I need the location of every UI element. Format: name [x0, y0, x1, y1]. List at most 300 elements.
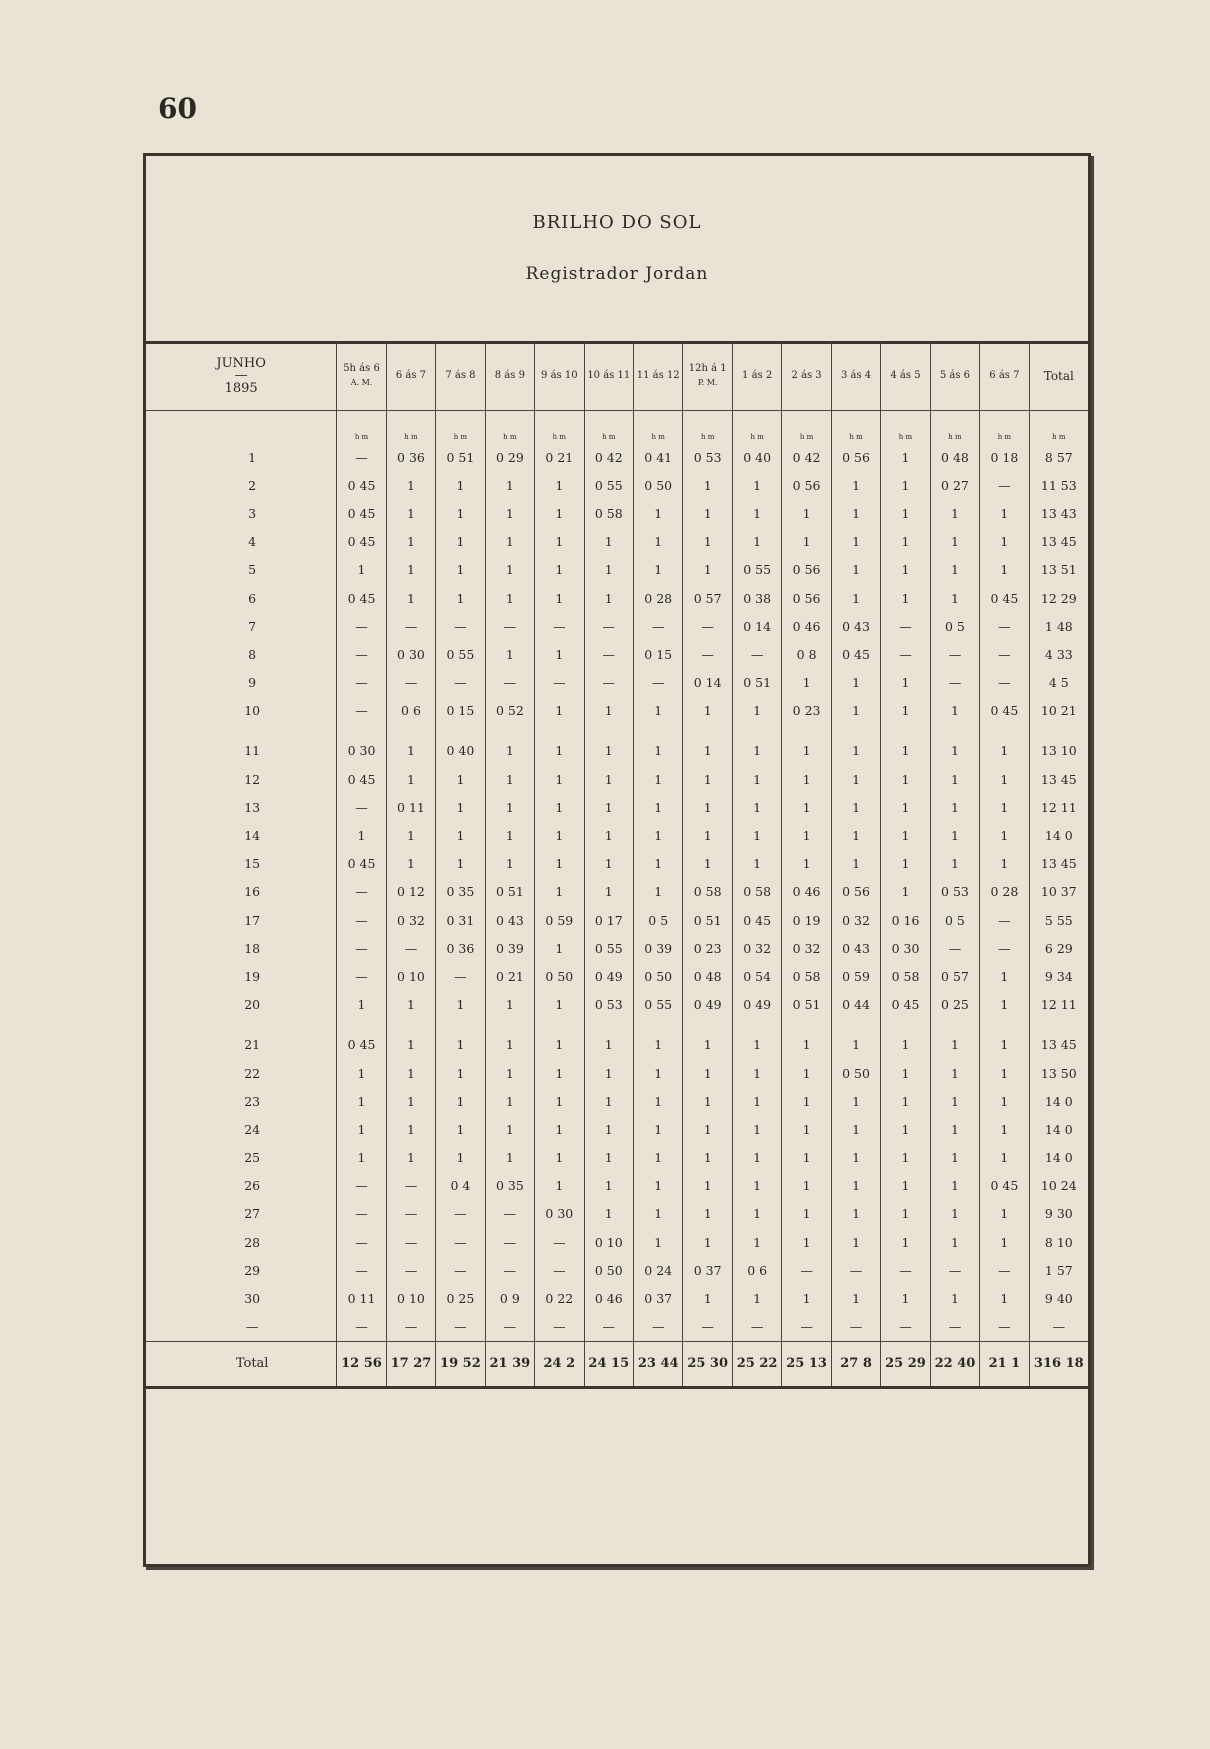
- column-header-label: 1 ás 2: [742, 370, 773, 381]
- row-total-cell: 13 51: [1029, 556, 1088, 584]
- hour-cell: 1: [831, 499, 880, 527]
- hour-cell: 1: [881, 1115, 930, 1143]
- hour-cell: 1: [930, 528, 979, 556]
- hour-cell: —: [930, 669, 979, 697]
- hour-cell: —: [485, 1200, 534, 1228]
- hour-cell: 0 57: [683, 584, 732, 612]
- hour-cell: —: [436, 1313, 485, 1342]
- column-total-cell: 24 15: [584, 1341, 633, 1387]
- hour-cell: —: [634, 612, 683, 640]
- hour-cell: 0 45: [980, 1172, 1029, 1200]
- hour-cell: 0 15: [436, 697, 485, 725]
- hour-cell: —: [535, 1313, 584, 1342]
- hour-cell: 1: [782, 1115, 831, 1143]
- hour-cell: 1: [683, 528, 732, 556]
- hour-cell: 0 45: [337, 1019, 386, 1059]
- total-label: Total: [146, 1341, 337, 1387]
- hour-cell: 1: [683, 765, 732, 793]
- hour-cell: 1: [535, 878, 584, 906]
- hour-cell: —: [930, 1313, 979, 1342]
- hour-cell: 1: [683, 1172, 732, 1200]
- hour-cell: 1: [980, 765, 1029, 793]
- hour-cell: 1: [831, 821, 880, 849]
- hour-cell: 1: [980, 991, 1029, 1019]
- hour-cell: 1: [584, 528, 633, 556]
- hour-cell: 1: [782, 821, 831, 849]
- hour-cell: 1: [881, 556, 930, 584]
- hour-cell: 1: [485, 765, 534, 793]
- hour-cell: 1: [386, 556, 435, 584]
- day-label: 13: [244, 799, 261, 815]
- table-row: [146, 1059, 1088, 1087]
- hour-cell: 1: [485, 640, 534, 668]
- day-label: 8: [248, 646, 257, 662]
- hour-cell: 1: [831, 765, 880, 793]
- hour-cell: 1: [831, 697, 880, 725]
- table-row: [146, 1172, 1088, 1200]
- hour-cell: 1: [930, 725, 979, 765]
- day-label: 10: [244, 703, 261, 719]
- hour-cell: 1: [337, 1087, 386, 1115]
- hour-cell: 1: [683, 1144, 732, 1172]
- hour-cell: 0 45: [337, 850, 386, 878]
- hour-cell: 1: [634, 1200, 683, 1228]
- column-header-hour: [584, 342, 633, 411]
- hour-cell: 1: [535, 1087, 584, 1115]
- table-subtitle: Registrador Jordan: [525, 264, 709, 284]
- hour-cell: —: [683, 640, 732, 668]
- hour-cell: —: [980, 1313, 1029, 1342]
- hour-cell: 0 14: [683, 669, 732, 697]
- row-total-cell: 6 29: [1029, 934, 1088, 962]
- hour-cell: 1: [980, 1228, 1029, 1256]
- hour-cell: 1: [930, 1172, 979, 1200]
- row-total-cell: 12 29: [1029, 584, 1088, 612]
- hour-cell: 0 45: [732, 906, 781, 934]
- hour-cell: 1: [436, 793, 485, 821]
- hour-cell: 0 19: [782, 906, 831, 934]
- hour-cell: 1: [634, 765, 683, 793]
- row-total-cell: 8 57: [1029, 443, 1088, 471]
- table-frame: [143, 153, 1091, 1567]
- hour-cell: 1: [584, 821, 633, 849]
- hour-cell: 1: [782, 1059, 831, 1087]
- hour-cell: 1: [831, 1087, 880, 1115]
- hour-cell: 1: [782, 725, 831, 765]
- hour-cell: 1: [881, 669, 930, 697]
- table-row: [146, 793, 1088, 821]
- hour-cell: 1: [980, 1115, 1029, 1143]
- hour-cell: 1: [436, 499, 485, 527]
- hour-cell: 1: [930, 1115, 979, 1143]
- hour-cell: 1: [732, 528, 781, 556]
- hour-cell: 1: [930, 1019, 979, 1059]
- hour-cell: —: [337, 934, 386, 962]
- hour-cell: 0 29: [485, 443, 534, 471]
- unit-label: h m: [337, 411, 386, 444]
- hour-cell: 1: [584, 878, 633, 906]
- day-label: 19: [244, 968, 261, 984]
- day-label: 6: [248, 590, 257, 606]
- hour-cell: 1: [930, 584, 979, 612]
- hour-cell: 0 58: [732, 878, 781, 906]
- hour-cell: 1: [634, 1228, 683, 1256]
- unit-label: h m: [881, 411, 930, 444]
- table-row: [146, 640, 1088, 668]
- column-header-label: Total: [1043, 369, 1074, 383]
- column-total-cell: 19 52: [436, 1341, 485, 1387]
- row-total-cell: 13 10: [1029, 725, 1088, 765]
- day-label: 4: [248, 534, 257, 550]
- hour-cell: 0 35: [436, 878, 485, 906]
- hour-cell: 0 54: [732, 962, 781, 990]
- hour-cell: 0 17: [584, 906, 633, 934]
- hour-cell: 1: [881, 1172, 930, 1200]
- hour-cell: 1: [881, 878, 930, 906]
- day-label: 24: [244, 1121, 261, 1137]
- hour-cell: 1: [881, 1284, 930, 1312]
- hour-cell: 1: [831, 584, 880, 612]
- column-header-label: 3 ás 4: [840, 370, 872, 381]
- hour-cell: 1: [881, 528, 930, 556]
- hour-cell: 1: [881, 584, 930, 612]
- column-header-hour: [634, 342, 683, 411]
- hour-cell: 1: [930, 697, 979, 725]
- hour-cell: 0 30: [535, 1200, 584, 1228]
- day-label: 30: [244, 1291, 261, 1307]
- units-row: [146, 411, 1088, 444]
- hour-cell: 1: [683, 850, 732, 878]
- hour-cell: 0 59: [831, 962, 880, 990]
- hour-cell: 1: [683, 821, 732, 849]
- table-row: [146, 878, 1088, 906]
- hour-cell: —: [634, 1313, 683, 1342]
- hour-cell: —: [386, 669, 435, 697]
- hour-cell: 1: [634, 725, 683, 765]
- row-total-cell: 14 0: [1029, 1115, 1088, 1143]
- hour-cell: —: [980, 1256, 1029, 1284]
- hour-cell: 1: [634, 878, 683, 906]
- hour-cell: 1: [535, 1059, 584, 1087]
- column-header-hour: [386, 342, 435, 411]
- hour-cell: 1: [881, 725, 930, 765]
- hour-cell: —: [683, 612, 732, 640]
- hour-cell: 1: [535, 991, 584, 1019]
- row-total-cell: 14 0: [1029, 1144, 1088, 1172]
- hour-cell: 0 28: [980, 878, 1029, 906]
- hour-cell: 1: [535, 821, 584, 849]
- hour-cell: 0 58: [584, 499, 633, 527]
- hour-cell: 1: [930, 1087, 979, 1115]
- hour-cell: —: [436, 669, 485, 697]
- units-spacer: [146, 411, 337, 444]
- hour-cell: 1: [436, 1059, 485, 1087]
- hour-cell: —: [386, 1313, 435, 1342]
- year-label: 1895: [224, 381, 258, 396]
- hour-cell: 1: [584, 1200, 633, 1228]
- hour-cell: —: [386, 612, 435, 640]
- hour-cell: 1: [634, 821, 683, 849]
- hour-cell: —: [980, 612, 1029, 640]
- table-row: [146, 850, 1088, 878]
- column-header-total: [1029, 342, 1088, 411]
- hour-cell: 1: [485, 1019, 534, 1059]
- hour-cell: 0 56: [782, 556, 831, 584]
- hour-cell: 1: [535, 850, 584, 878]
- table-row: [146, 556, 1088, 584]
- hour-cell: 1: [782, 1284, 831, 1312]
- row-total-cell: 9 40: [1029, 1284, 1088, 1312]
- hour-cell: 1: [386, 1059, 435, 1087]
- hour-cell: 0 35: [485, 1172, 534, 1200]
- day-label: 2: [248, 477, 257, 493]
- hour-cell: —: [436, 1228, 485, 1256]
- hour-cell: 1: [584, 1059, 633, 1087]
- table-row: [146, 906, 1088, 934]
- hour-cell: 1: [782, 499, 831, 527]
- hour-cell: 0 46: [782, 878, 831, 906]
- hour-cell: —: [881, 640, 930, 668]
- hour-cell: 1: [782, 1087, 831, 1115]
- hour-cell: 1: [881, 1228, 930, 1256]
- column-header-sublabel: P. M.: [697, 378, 718, 387]
- day-label: 28: [244, 1234, 261, 1250]
- hour-cell: 1: [782, 850, 831, 878]
- table-header-box: [146, 156, 1088, 344]
- hour-cell: 1: [732, 1019, 781, 1059]
- hour-cell: 1: [732, 697, 781, 725]
- table-row: [146, 697, 1088, 725]
- unit-label: h m: [980, 411, 1029, 444]
- row-total-cell: 14 0: [1029, 1087, 1088, 1115]
- hour-cell: 1: [485, 1115, 534, 1143]
- hour-cell: —: [732, 640, 781, 668]
- hour-cell: 1: [881, 1200, 930, 1228]
- hour-cell: 1: [535, 640, 584, 668]
- hour-cell: 1: [584, 1115, 633, 1143]
- column-header-hour: [683, 342, 732, 411]
- hour-cell: 1: [683, 793, 732, 821]
- hour-cell: 1: [436, 1087, 485, 1115]
- hour-cell: 0 11: [337, 1284, 386, 1312]
- hour-cell: 1: [386, 850, 435, 878]
- column-header-label: 9 ás 10: [541, 370, 578, 381]
- hour-cell: 0 10: [386, 962, 435, 990]
- hour-cell: 1: [584, 765, 633, 793]
- hour-cell: 1: [485, 1087, 534, 1115]
- column-header-label: 5h ás 6: [343, 363, 380, 374]
- hour-cell: —: [337, 640, 386, 668]
- hour-cell: 1: [535, 1172, 584, 1200]
- hour-cell: 1: [436, 991, 485, 1019]
- hour-cell: —: [980, 906, 1029, 934]
- hour-cell: —: [930, 1256, 979, 1284]
- hour-cell: 0 53: [930, 878, 979, 906]
- hour-cell: 1: [881, 1144, 930, 1172]
- hour-cell: 1: [782, 1019, 831, 1059]
- hour-cell: —: [337, 669, 386, 697]
- hour-cell: 0 45: [337, 528, 386, 556]
- hour-cell: 1: [930, 793, 979, 821]
- hour-cell: 1: [930, 556, 979, 584]
- hour-cell: 0 36: [436, 934, 485, 962]
- hour-cell: 1: [782, 669, 831, 697]
- hour-cell: 0 23: [683, 934, 732, 962]
- column-header-hour: [436, 342, 485, 411]
- hour-cell: 1: [831, 669, 880, 697]
- hour-cell: —: [485, 1313, 534, 1342]
- column-header-label: 6 ás 7: [989, 370, 1020, 381]
- hour-cell: 1: [436, 584, 485, 612]
- hour-cell: —: [485, 612, 534, 640]
- hour-cell: 1: [732, 850, 781, 878]
- hour-cell: 1: [634, 793, 683, 821]
- column-header-label: 11 ás 12: [636, 370, 680, 381]
- hour-cell: 1: [386, 1115, 435, 1143]
- day-label: 17: [244, 912, 261, 928]
- column-header-hour: [782, 342, 831, 411]
- table-row: [146, 821, 1088, 849]
- hour-cell: —: [337, 1228, 386, 1256]
- column-total-cell: 27 8: [831, 1341, 880, 1387]
- table-row: [146, 471, 1088, 499]
- hour-cell: 0 44: [831, 991, 880, 1019]
- hour-cell: 1: [732, 1200, 781, 1228]
- hour-cell: 0 32: [831, 906, 880, 934]
- hour-cell: 1: [485, 471, 534, 499]
- hour-cell: 1: [930, 1059, 979, 1087]
- hour-cell: 1: [881, 850, 930, 878]
- hour-cell: 1: [732, 1284, 781, 1312]
- hour-cell: 1: [337, 556, 386, 584]
- hour-cell: 1: [831, 1019, 880, 1059]
- hour-cell: 1: [634, 1019, 683, 1059]
- hour-cell: 1: [831, 793, 880, 821]
- row-total-cell: 10 24: [1029, 1172, 1088, 1200]
- hour-cell: 1: [930, 499, 979, 527]
- column-total-cell: 23 44: [634, 1341, 683, 1387]
- column-header-label: 6 ás 7: [395, 370, 427, 381]
- hour-cell: 0 14: [732, 612, 781, 640]
- hour-cell: 1: [980, 1019, 1029, 1059]
- row-total-cell: 12 11: [1029, 793, 1088, 821]
- hour-cell: 1: [732, 471, 781, 499]
- hour-cell: 1: [881, 1019, 930, 1059]
- hour-cell: —: [584, 1313, 633, 1342]
- row-total-cell: 13 45: [1029, 850, 1088, 878]
- hour-cell: 1: [584, 1087, 633, 1115]
- hour-cell: —: [337, 1172, 386, 1200]
- hour-cell: 0 55: [436, 640, 485, 668]
- column-total-cell: 22 40: [930, 1341, 979, 1387]
- hour-cell: 1: [584, 556, 633, 584]
- hour-cell: 0 55: [732, 556, 781, 584]
- hour-cell: 1: [386, 1019, 435, 1059]
- hour-cell: 1: [782, 1172, 831, 1200]
- hour-cell: 0 5: [930, 906, 979, 934]
- hour-cell: 0 43: [831, 612, 880, 640]
- hour-cell: 1: [782, 793, 831, 821]
- hour-cell: 0 36: [386, 443, 435, 471]
- hour-cell: 1: [782, 765, 831, 793]
- hour-cell: 1: [634, 1115, 683, 1143]
- hour-cell: 1: [535, 765, 584, 793]
- table-row: [146, 1284, 1088, 1312]
- hour-cell: 1: [337, 1115, 386, 1143]
- hour-cell: 1: [732, 821, 781, 849]
- hour-cell: —: [683, 1313, 732, 1342]
- unit-label: h m: [634, 411, 683, 444]
- hour-cell: —: [485, 1256, 534, 1284]
- row-total-cell: 1 57: [1029, 1256, 1088, 1284]
- unit-label: h m: [485, 411, 534, 444]
- column-header-label: 5 ás 6: [939, 370, 971, 381]
- day-label: 11: [244, 743, 261, 759]
- hour-cell: 1: [980, 1200, 1029, 1228]
- hour-cell: 1: [732, 725, 781, 765]
- hour-cell: 1: [337, 821, 386, 849]
- hour-cell: 1: [386, 584, 435, 612]
- column-header-hour: [732, 342, 781, 411]
- hour-cell: 0 8: [782, 640, 831, 668]
- column-header-sublabel: A. M.: [350, 378, 373, 387]
- table-row: [146, 962, 1088, 990]
- hour-cell: 0 32: [386, 906, 435, 934]
- hour-cell: 1: [831, 528, 880, 556]
- day-label: 18: [244, 940, 261, 956]
- column-header-hour: [930, 342, 979, 411]
- hour-cell: 1: [485, 1059, 534, 1087]
- hour-cell: 1: [634, 1059, 683, 1087]
- hour-cell: 1: [535, 934, 584, 962]
- column-header-hour: [337, 342, 386, 411]
- hour-cell: —: [535, 669, 584, 697]
- table-body: [146, 411, 1088, 1388]
- hour-cell: 0 55: [634, 991, 683, 1019]
- hour-cell: 0 57: [930, 962, 979, 990]
- page-number: 60: [158, 92, 197, 125]
- hour-cell: 0 37: [683, 1256, 732, 1284]
- hour-cell: 1: [584, 725, 633, 765]
- hour-cell: —: [584, 612, 633, 640]
- hour-cell: 0 16: [881, 906, 930, 934]
- hour-cell: 0 5: [634, 906, 683, 934]
- hour-cell: 0 9: [485, 1284, 534, 1312]
- column-total-cell: 21 1: [980, 1341, 1029, 1387]
- hour-cell: 0 58: [683, 878, 732, 906]
- hour-cell: 1: [535, 471, 584, 499]
- day-label: 23: [244, 1093, 261, 1109]
- hour-cell: 1: [980, 962, 1029, 990]
- total-row: [146, 1341, 1088, 1387]
- column-total-cell: 17 27: [386, 1341, 435, 1387]
- hour-cell: —: [436, 1256, 485, 1284]
- table-row: [146, 1200, 1088, 1228]
- hour-cell: —: [337, 878, 386, 906]
- hour-cell: —: [535, 612, 584, 640]
- hour-cell: 1: [535, 528, 584, 556]
- hour-cell: 1: [584, 1172, 633, 1200]
- hour-cell: —: [386, 1172, 435, 1200]
- hour-cell: 0 59: [535, 906, 584, 934]
- day-label: 20: [244, 997, 261, 1013]
- hour-cell: 0 39: [485, 934, 534, 962]
- hour-cell: 1: [485, 556, 534, 584]
- row-total-cell: 13 45: [1029, 765, 1088, 793]
- column-header-label: 2 ás 3: [791, 370, 822, 381]
- hour-cell: 1: [930, 1228, 979, 1256]
- hour-cell: 1: [683, 1228, 732, 1256]
